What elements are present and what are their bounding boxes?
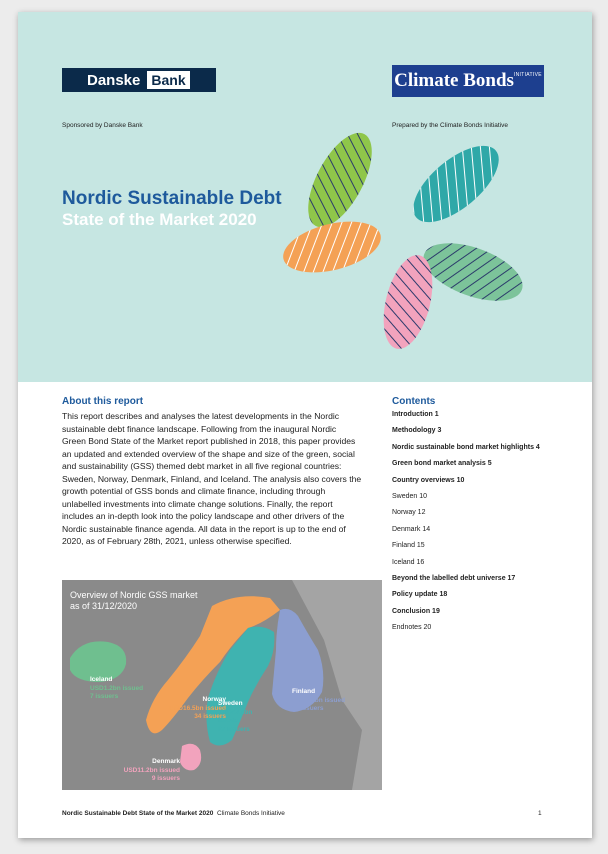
toc-item[interactable]: Policy update 18 xyxy=(392,591,448,599)
toc-item[interactable]: Norway 12 xyxy=(392,509,426,517)
toc-item[interactable]: Beyond the labelled debt universe 17 xyxy=(392,574,516,582)
report-title: Nordic Sustainable Debt xyxy=(62,188,282,209)
toc-item[interactable]: Country overviews 10 xyxy=(392,476,465,484)
map-title: Overview of Nordic GSS market as of 31/12/2020 xyxy=(70,590,198,611)
sweden-label: Sweden USD43.4bn issued 87 issuers xyxy=(218,700,253,733)
denmark-shape xyxy=(180,744,201,771)
toc-item[interactable]: Endnotes 20 xyxy=(392,624,432,632)
table-of-contents xyxy=(392,410,552,639)
sponsor-text: Sponsored by Danske Bank xyxy=(62,122,143,129)
toc-item[interactable]: Finland 15 xyxy=(392,542,425,550)
nordic-gss-map xyxy=(62,580,382,790)
toc-item[interactable]: Iceland 16 xyxy=(392,558,425,566)
hero-banner xyxy=(18,12,592,382)
prepared-by-text: Prepared by the Climate Bonds Initiative xyxy=(392,122,508,129)
petal-illustration xyxy=(268,122,528,362)
toc-item[interactable]: Green bond market analysis 5 xyxy=(392,460,492,468)
page-number: 1 xyxy=(538,810,542,817)
about-paragraph: This report describes and analyses the latest developments in the Nordic sustainable debt finance landscape. Following from the inaugural Nordic Green Bond State of the Market report published in 2018, this paper provides an updated and extended overview of the shape and size of the green, social and sustainability (GSS) themed debt market in all five regional countries: Sweden, Norway, Denmark, Finland, and Iceland. The analysis also covers the growth potential of GSS bonds and climate finance, including through unlabelled investments into climate change solutions. Finally, the report includes an in-depth look into the policy landscape and other drivers of the Nordic sustainable finance agenda. All data in the report is up to the end of 2020, as of February 28th, 2021, unless otherwise specified. xyxy=(62,411,362,546)
iceland-label: Iceland USD1.2bn issued 7 issuers xyxy=(90,676,144,700)
teal-petal xyxy=(401,132,512,236)
danske-bank-logo: Danske Bank xyxy=(62,68,216,92)
finland-label: Finland USD7.5bn issued 11 issuers xyxy=(292,688,346,712)
report-subtitle: State of the Market 2020 xyxy=(62,210,257,229)
toc-item[interactable]: Sweden 10 xyxy=(392,492,428,500)
toc-item[interactable]: Conclusion 19 xyxy=(392,607,440,615)
toc-item[interactable]: Introduction 1 xyxy=(392,411,439,418)
about-heading: About this report xyxy=(62,396,144,407)
climate-bonds-logo: Climate Bonds$^{INITIATIVE}$ xyxy=(392,65,544,97)
green-petal xyxy=(295,123,384,236)
page-footer: Nordic Sustainable Debt State of the Market 2020 Climate Bonds Initiative xyxy=(62,810,285,817)
denmark-label: Denmark USD11.2bn issued 9 issuers xyxy=(123,758,180,782)
norway-label: Norway USD16.5bn issued 34 issuers xyxy=(169,696,226,720)
toc-item[interactable]: Nordic sustainable bond market highlights 4 xyxy=(392,443,540,451)
sage-petal xyxy=(416,232,528,313)
toc-item[interactable]: Denmark 14 xyxy=(392,525,431,533)
contents-heading: Contents xyxy=(392,396,436,407)
report-cover-page xyxy=(18,12,592,838)
toc-item[interactable]: Methodology 3 xyxy=(392,427,442,435)
